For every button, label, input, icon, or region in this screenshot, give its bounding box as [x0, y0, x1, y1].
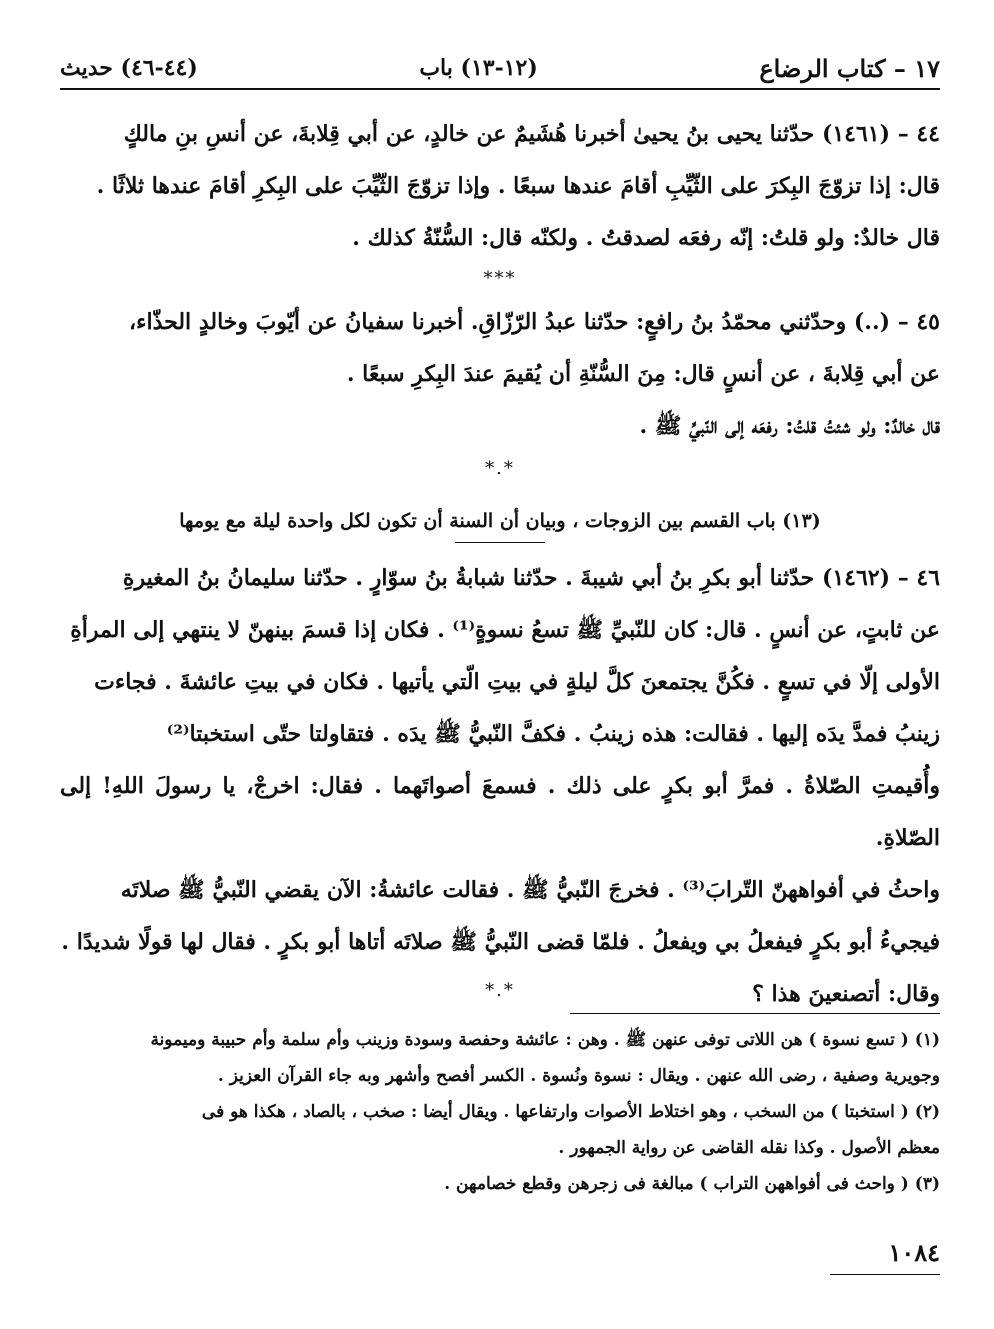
page-number: ١٠٨٤	[888, 1238, 940, 1267]
hadith-46-line-6: واحثُ في أفواههنّ التّرابَ⁽³⁾ . فخرجَ النّبيُّ ﷺ . فقالت عائشةُ: الآن يقضي النّبيُّ ﷺ صلاتَه	[120, 877, 940, 903]
hadith-45	[60, 296, 940, 452]
separator-stars-3: *.*	[485, 980, 515, 1001]
header-chapter-range: (١٢-١٣) باب	[419, 55, 538, 81]
footnote-rule	[570, 1013, 940, 1014]
hadith-46-line-2: عن ثابتٍ، عن أنسٍ . قال: كان للنّبيِّ ﷺ تسعُ نسوةٍ⁽¹⁾ . فكان إذا قسمَ بينهنّ لا ينتهي إلى المرأةِ	[70, 617, 940, 643]
hadith-46-line-1: ٤٦ – (١٤٦٢) حدّثنا أبو بكرِ بنُ أبي شيبةَ . حدّثنا شبابةُ بنُ سوّارٍ . حدّثنا سليمانُ بنُ المغيرةِ	[122, 565, 940, 591]
footnote-line-5: (٣) ( واحث فى أفواههن التراب ) مبالغة فى زجرهن وقطع خصامهن .	[444, 1174, 940, 1194]
hadith-46-line-4: زينبُ فمدَّ يدَه إليها . فقالت: هذه زينبُ . فكفَّ النّبيُّ ﷺ يدَه . فتقاولتا حتّى استخبتا⁽²⁾	[166, 721, 940, 747]
chapter-rule	[455, 542, 545, 543]
hadith-44-line-3: قال خالدٌ: ولو قلتُ: إنّه رفعَه لصدقتُ . ولكنّه قال: السُّنّةُ كذلك .	[352, 225, 940, 251]
hadith-44-line-1: ٤٤ – (١٤٦١) حدّثنا يحيى بنُ يحيىٰ أخبرنا هُشَيمٌ عن خالدٍ، عن أبي قِلابةَ، عن أنسِ بنِ مالكٍ	[123, 121, 940, 147]
footnote-line-4: معظم الأصول . وكذا نقله القاضى عن رواية الجمهور .	[558, 1138, 940, 1158]
footnotes	[60, 1022, 940, 1202]
separator-stars-2: *.*	[485, 458, 515, 479]
hadith-45-line-3: قال خالدٌ: ولو شئتُ قلتُ: رفعَه إلى النّبيِّ ﷺ .	[639, 413, 940, 439]
page-number-rule	[830, 1274, 940, 1275]
hadith-44	[60, 108, 940, 264]
hadith-46	[60, 552, 940, 1020]
hadith-46-line-7: فيجيءُ أبو بكرٍ فيفعلُ بي ويفعلُ . فلمّا قضى النّبيُّ ﷺ صلاتَه أتاها أبو بكرٍ . فقال لها قولًا شديدًا .	[61, 929, 940, 955]
footnote-line-2: وجويرية وصفية ، رضى الله عنهن . ويقال : نسوة ونُسوة . الكسر أفصح وأشهر وبه جاء القرآن العزيز .	[217, 1066, 940, 1086]
running-header	[60, 48, 940, 88]
header-hadith-range: (٤٤-٤٦) حديث	[60, 55, 198, 81]
hadith-46-line-8: وقال: أتصنعينَ هذا ؟	[752, 981, 940, 1007]
footnote-line-1: (١) ( تسع نسوة ) هن اللاتى توفى عنهن ﷺ . وهن : عائشة وحفصة وسودة وزينب وأم سلمة وأم حبيبة وميمونة	[150, 1030, 940, 1050]
hadith-45-line-2: عن أبي قِلابةَ ، عن أنسٍ قال: مِنَ السُّنّةِ أن يُقيمَ عندَ البِكرِ سبعًا .	[346, 361, 940, 387]
footnote-line-3: (٢) ( استخبتا ) من السخب ، وهو اختلاط الأصوات وارتفاعها . ويقال أيضا : صخب ، بالصاد ، هكذا هو فى	[201, 1102, 940, 1122]
header-rule	[60, 88, 940, 90]
hadith-46-line-5: وأُقيمتِ الصّلاةُ . فمرَّ أبو بكرٍ على ذلك . فسمعَ أصواتَهما . فقال: اخرجْ، يا رسولَ اللهِ! إلى الصّلاةِ.	[60, 773, 940, 851]
hadith-46-line-3: الأولى إلّا في تسعٍ . فكُنَّ يجتمعنَ كلَّ ليلةٍ في بيتِ الّتي يأتيها . فكان في بيتِ عائشةَ . فجاءت	[94, 669, 940, 695]
hadith-44-line-2: قال: إذا تزوّجَ البِكرَ على الثّيِّبِ أقامَ عندها سبعًا . وإذا تزوّجَ الثّيِّبَ على البِكرِ أقامَ عندها ثلاثًا .	[96, 173, 940, 199]
book-page	[60, 40, 940, 1300]
chapter-title: (١٣) باب القسم بين الزوجات ، وبيان أن السنة أن تكون لكل واحدة ليلة مع يومها	[179, 510, 821, 532]
hadith-45-line-1: ٤٥ – (..) وحدّثني محمّدُ بنُ رافعٍ: حدّثنا عبدُ الرّزّاقِ. أخبرنا سفيانُ عن أيّوبَ وخالدٍ الحذّاء،	[129, 309, 940, 335]
header-book-title: ١٧ – كتاب الرضاع	[759, 53, 940, 83]
separator-stars: ***	[483, 268, 517, 289]
